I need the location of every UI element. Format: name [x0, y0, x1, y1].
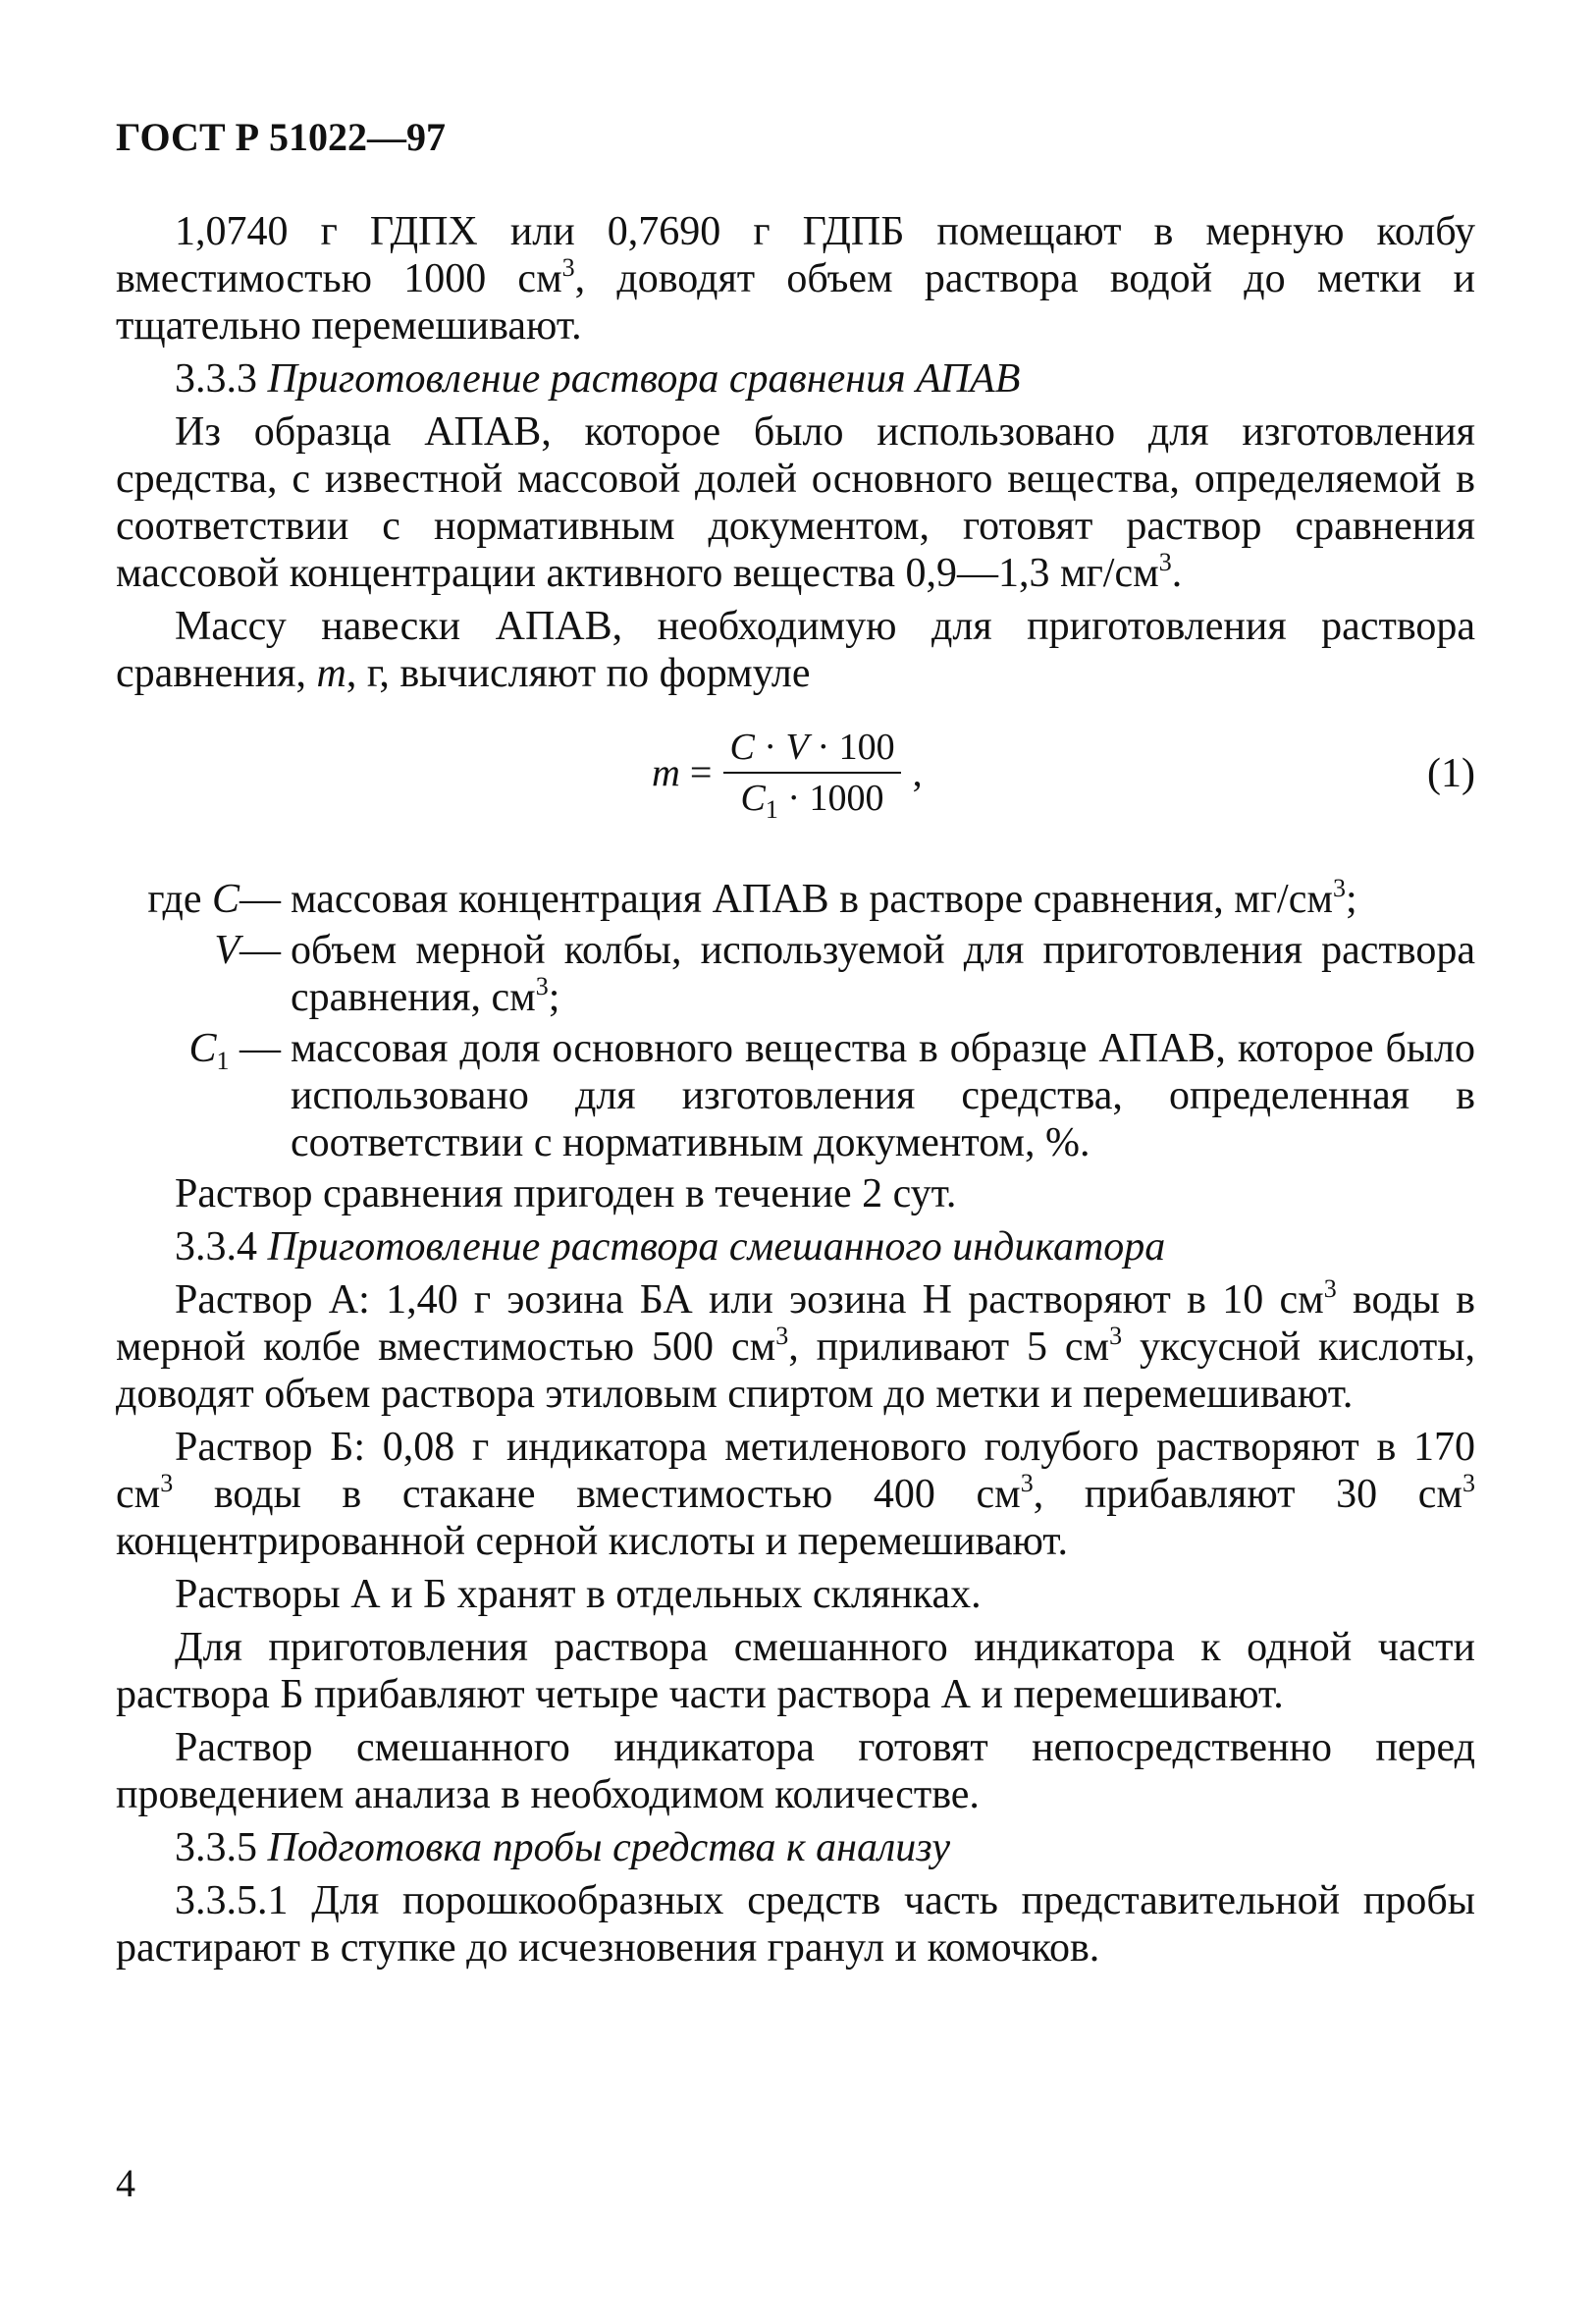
section-heading-3-3-4: 3.3.4 Приготовление раствора смешанного индикатора: [175, 1224, 1166, 1270]
paragraph-storage: Растворы А и Б хранят в отдельных склянках.: [175, 1572, 982, 1617]
section-heading-3-3-5: 3.3.5 Подготовка пробы средства к анализу: [175, 1825, 951, 1870]
paragraph-validity: Раствор сравнения пригоден в течение 2 сут.: [175, 1171, 957, 1216]
page-number: 4: [116, 2161, 135, 2205]
formula-1: [116, 719, 1475, 846]
paragraph-mass: Массу навески АПАВ, необходимую для приготовления раствора сравнения, m, г, вычисляют по формуле: [116, 604, 1475, 696]
formula-numerator: C · V · 100: [723, 725, 900, 774]
section-heading-3-3-3: 3.3.3 Приготовление раствора сравнения АПАВ: [175, 356, 1021, 402]
paragraph-mixing: Для приготовления раствора смешанного индикатора к одной части раствора Б прибавляют четыре части раствора А и перемешивают.: [116, 1625, 1475, 1717]
where-item-c: где C— массовая концентрация АПАВ в растворе сравнения, $мг/см^3$;: [147, 874, 1357, 922]
paragraph-3-3-5-1: 3.3.5.1 Для порошкообразных средств часть представительной пробы растирают в ступке до исчезновения гранул и комочков.: [116, 1878, 1475, 1971]
formula-fraction: [723, 725, 900, 824]
formula-expression: m = $\frac{C \cdot V \cdot 100}{C_1 \cdot 1000}$ ,: [652, 727, 923, 824]
paragraph-3-3-3: Из образца АПАВ, которое было использовано для изготовления средства, с известной массовой долей основного вещества, определяемой в соответствии с нормативным документом, готовят раствор сравнения массовой концентрации активного вещества 0,9—1,3 $мг/см^3$.: [116, 409, 1475, 596]
formula-denominator: $C_1 \cdot 1000$: [740, 778, 884, 824]
where-item-v: V— объем мерной колбы, используемой для приготовления раствора сравнения, $см^3$;: [214, 928, 1475, 1020]
standard-header: ГОСТ Р 51022—97: [116, 115, 447, 159]
paragraph-solution-b: Раствор Б: 0,08 г индикатора метиленового голубого растворяют в 170 $см^3$ воды в стакане вместимостью 400 $см^3$, прибавляют 30 $см^3$ концентрированной серной кислоты и перемешивают.: [116, 1425, 1475, 1564]
document-body: [116, 208, 1475, 1977]
formula-number: (1): [1427, 751, 1475, 796]
paragraph-preparation: Раствор смешанного индикатора готовят непосредственно перед проведением анализа в необходимом количестве.: [116, 1725, 1475, 1817]
paragraph-solution-a: Раствор А: 1,40 г эозина БА или эозина Н растворяют в 10 $см^3$ воды в мерной колбе вместимостью 500 $см^3$, приливают 5 $см^3$ уксусной кислоты, доводят объем раствора этиловым спиртом до метки и перемешивают.: [116, 1274, 1476, 1417]
where-item-c1: $C_1$ — массовая доля основного вещества в образце АПАВ, которое было использовано для изготовления средства, определенная в соответствии с нормативным документом, %.: [188, 1026, 1475, 1165]
paragraph-intro: 1,0740 г ГДПХ или 0,7690 г ГДПБ помещают в мерную колбу вместимостью 1000 $см^3$, доводят объем раствора водой до метки и тщательно перемешивают.: [116, 209, 1476, 349]
